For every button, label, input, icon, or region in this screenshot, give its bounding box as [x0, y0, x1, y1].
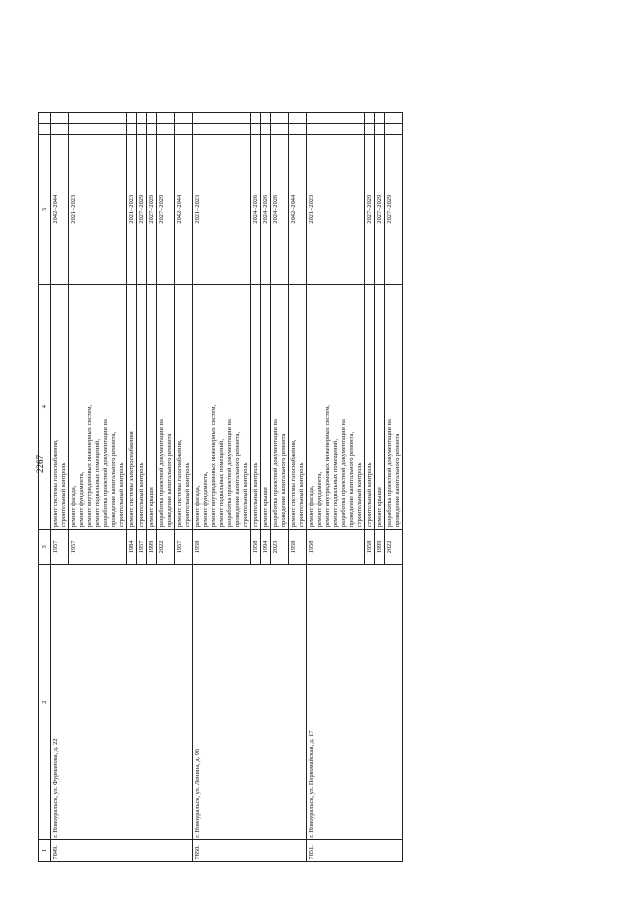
work-period: 2024–2026: [251, 134, 261, 284]
work-period: 2027–2029: [147, 134, 157, 284]
empty-cell: [175, 113, 193, 124]
work-type: [261, 284, 271, 529]
empty-cell: [175, 123, 193, 134]
work-year: 2022: [385, 529, 403, 564]
empty-cell: [261, 113, 271, 124]
work-type: [127, 284, 137, 529]
work-type-line: строительный контроль: [137, 462, 145, 528]
work-period: 2021–2023: [193, 134, 251, 284]
work-type-line: строительный контроль: [183, 462, 191, 528]
header-row: [39, 113, 51, 862]
work-type: [157, 284, 175, 529]
work-period: 2021–2023: [69, 134, 127, 284]
work-year: 1958: [307, 529, 365, 564]
work-type: [375, 284, 385, 529]
work-type-line: разработка проектной документации на: [339, 419, 347, 528]
work-type: [137, 284, 147, 529]
empty-cell: [385, 123, 403, 134]
empty-cell: [251, 113, 261, 124]
rotated-table-container: [38, 112, 571, 862]
table-row: [193, 113, 251, 862]
empty-cell: [193, 113, 251, 124]
work-type: [175, 284, 193, 529]
work-period: 2027–2029: [157, 134, 175, 284]
work-type-line: ремонт подвальных помещений,: [331, 439, 339, 528]
work-type-line: строительный контроль: [241, 462, 249, 528]
empty-cell: [289, 113, 307, 124]
work-type-line: ремонт крыши: [375, 487, 383, 528]
empty-cell: [157, 123, 175, 134]
record-address: г. Новоуральск, ул. Фурманова, д. 22: [51, 565, 193, 840]
empty-cell: [147, 123, 157, 134]
work-type-line: разработка проектной документации на: [385, 419, 393, 528]
work-period: 2024–2026: [261, 134, 271, 284]
work-type-line: ремонт фундамента,: [201, 471, 209, 528]
page-number: 2267: [35, 455, 45, 473]
work-period: 2027–2029: [137, 134, 147, 284]
work-type-line: разработка проектной документации на: [225, 419, 233, 528]
empty-cell: [69, 113, 127, 124]
work-year: 1958: [289, 529, 307, 564]
empty-cell: [365, 113, 375, 124]
work-year: 1957: [175, 529, 193, 564]
work-type: [69, 284, 127, 529]
work-period: 2027–2029: [385, 134, 403, 284]
work-type-line: разработка проектной документации на: [157, 419, 165, 528]
capital-repair-table: [38, 112, 403, 862]
empty-cell: [51, 113, 69, 124]
work-type-line: строительный контроль: [355, 462, 363, 528]
empty-cell: [127, 123, 137, 134]
record-address: г. Новоуральск, ул. Ленина, д. 96: [193, 565, 307, 840]
work-period: 2027–2029: [375, 134, 385, 284]
work-type-line: разработка проектной документации на: [271, 419, 279, 528]
work-year: 1958: [251, 529, 261, 564]
work-type-line: строительный контроль: [117, 462, 125, 528]
work-year: 1957: [69, 529, 127, 564]
record-number: 7851.: [307, 840, 403, 862]
work-type-line: ремонт крыши: [147, 487, 155, 528]
work-type-line: ремонт внутридомовых инженерных систем,: [323, 405, 331, 528]
header-cell-4: 4: [39, 284, 51, 529]
work-type-line: проведение капитального ремонта: [393, 433, 401, 528]
work-type-line: ремонт фасада,: [307, 485, 315, 528]
work-year: 1958: [365, 529, 375, 564]
empty-cell: [193, 123, 251, 134]
record-address: г. Новоуральск, ул. Первомайская, д. 17: [307, 565, 403, 840]
table-row: [51, 113, 69, 862]
work-type-line: ремонт системы газоснабжения,: [51, 439, 59, 528]
empty-cell: [375, 123, 385, 134]
work-type-line: ремонт подвальных помещений,: [93, 439, 101, 528]
work-year: 1999: [147, 529, 157, 564]
work-period: 2021–2023: [307, 134, 365, 284]
work-type-line: строительный контроль: [297, 462, 305, 528]
record-number: 7849.: [51, 840, 193, 862]
empty-cell: [375, 113, 385, 124]
header-cell-1: 1: [39, 840, 51, 862]
empty-cell: [261, 123, 271, 134]
empty-cell: [51, 123, 69, 134]
work-type: [147, 284, 157, 529]
work-period: 2042–2044: [175, 134, 193, 284]
empty-cell: [251, 123, 261, 134]
table-row: [307, 113, 365, 862]
work-year: 2022: [157, 529, 175, 564]
work-type-line: ремонт системы газоснабжения,: [175, 439, 183, 528]
empty-cell: [69, 123, 127, 134]
work-type-line: проведение капитального ремонта,: [233, 431, 241, 528]
work-type-line: ремонт фасада,: [193, 485, 201, 528]
empty-cell: [127, 113, 137, 124]
empty-cell: [137, 113, 147, 124]
work-year: 1984: [127, 529, 137, 564]
empty-cell: [307, 113, 365, 124]
work-type: [365, 284, 375, 529]
header-cell-2: 2: [39, 565, 51, 840]
work-type-line: ремонт фундамента,: [77, 471, 85, 528]
work-type-line: ремонт подвальных помещений,: [217, 439, 225, 528]
empty-cell: [157, 113, 175, 124]
work-period: 2021–2023: [127, 134, 137, 284]
work-type: [51, 284, 69, 529]
empty-cell: [271, 113, 289, 124]
work-type: [289, 284, 307, 529]
work-type-line: проведение капитального ремонта,: [109, 431, 117, 528]
work-year: 1957: [137, 529, 147, 564]
header-cell-6: [39, 123, 51, 134]
work-type: [307, 284, 365, 529]
empty-cell: [365, 123, 375, 134]
work-type: [251, 284, 261, 529]
work-type-line: разработка проектной документации на: [101, 419, 109, 528]
work-period: 2042–2044: [51, 134, 69, 284]
work-type-line: строительный контроль: [365, 462, 373, 528]
work-type-line: строительный контроль: [59, 462, 67, 528]
work-type-line: проведение капитального ремонта: [165, 433, 173, 528]
header-cell-5: 5: [39, 134, 51, 284]
work-period: 2024–2026: [271, 134, 289, 284]
empty-cell: [137, 123, 147, 134]
header-cell-7: [39, 113, 51, 124]
work-type-line: ремонт системы электроснабжения: [127, 431, 135, 528]
work-type: [271, 284, 289, 529]
empty-cell: [307, 123, 365, 134]
work-type: [193, 284, 251, 529]
work-type-line: ремонт фундамента,: [315, 471, 323, 528]
work-period: 2042–2044: [289, 134, 307, 284]
work-type-line: ремонт крыши: [261, 487, 269, 528]
work-type-line: проведение капитального ремонта: [279, 433, 287, 528]
work-type-line: строительный контроль: [251, 462, 259, 528]
header-cell-3: 3: [39, 529, 51, 564]
work-type-line: ремонт системы газоснабжения,: [289, 439, 297, 528]
work-type: [385, 284, 403, 529]
work-type-line: проведение капитального ремонта,: [347, 431, 355, 528]
work-type-line: ремонт внутридомовых инженерных систем,: [209, 405, 217, 528]
record-number: 7850.: [193, 840, 307, 862]
work-year: 1958: [193, 529, 251, 564]
empty-cell: [147, 113, 157, 124]
empty-cell: [289, 123, 307, 134]
work-year: 1994: [261, 529, 271, 564]
empty-cell: [271, 123, 289, 134]
work-year: 1999: [375, 529, 385, 564]
work-type-line: ремонт внутридомовых инженерных систем,: [85, 405, 93, 528]
work-year: 1957: [51, 529, 69, 564]
work-type-line: ремонт фасада,: [69, 485, 77, 528]
work-period: 2027–2029: [365, 134, 375, 284]
empty-cell: [385, 113, 403, 124]
work-year: 2023: [271, 529, 289, 564]
